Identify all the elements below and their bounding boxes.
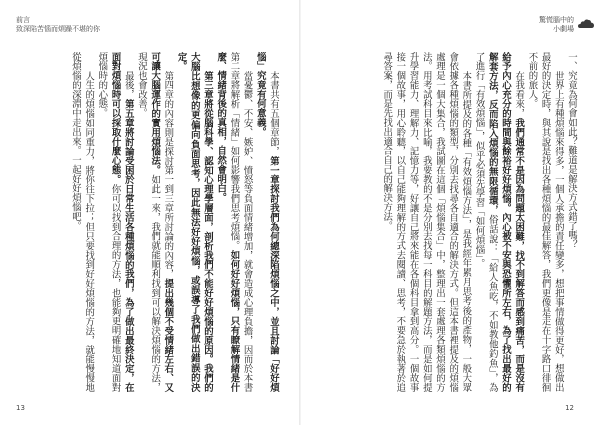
body-paragraph (525, 52, 565, 392)
running-head-book-title-line2: 小劇場 (553, 25, 574, 33)
paragraph-text: 本書所提及的各種「有效煩惱方法」，是我經年累月思考後的產物，一般大眾會依據各種煩惱的類型，分別去找尋各自適合的解決方式。但這本書裡提及的煩惱處理是一個大集合，我試圖在這個「煩惱集合」中，整理出一套處理各類煩惱的方法。用考試科目來比喻，我要教的不是分別去找每一科目的解題方法，而是如何提升學習能力、理解力、記憶力等，好讓自己將來能在各個科目拿到高分。一個故事接一個故事，用心聆聽，以自己能夠理解的方式去閱讀、思考，不要急於執著於追尋答案，而是先找出適合自己的解決方法。 (381, 52, 472, 392)
running-head-book-title-line1: 驚慌腦中的 (539, 16, 574, 24)
paragraph-text: 人生的煩惱如同重力，將你往下拉；但只要找到好好煩惱的方法，就能慢慢地從煩惱的深淵中走出來。一起好好煩惱吧。 (69, 52, 95, 392)
body-paragraph (472, 52, 525, 392)
paragraph-text: 一、究竟為何會如此？難道是解決方式錯了嗎？ (566, 52, 577, 250)
emphasized-text: 第五章將討論受困於日常生活各種煩惱的我們，為了做出最終決定，在面對煩惱時可以採取什麼心態。 (109, 52, 134, 393)
paragraph-text: 第四章的內容則是探討第一到三章所討論的內容， (162, 70, 174, 279)
emphasized-text: 如何好好煩惱，只有瞭解情緒是什麼、情緒背後的真相，自然會明白。 (215, 52, 240, 392)
paragraph-text: 當憂鬱、不安、嫉妒、憤怒等負面情緒增加，就會造成心理負擔，因而於本書第二章將解析「情緒」如何影響我們思考煩惱。 (228, 52, 253, 392)
running-head-right (539, 16, 574, 34)
page-number-left: 13 (16, 404, 25, 412)
body-paragraph (214, 52, 254, 392)
running-head-left (16, 16, 100, 34)
running-head-section: 前言 (16, 16, 30, 24)
cloud-icon (578, 18, 594, 29)
paragraph-text: 如此一來，我們就能順利找到可以解決煩惱的方法，現況也會改善。 (135, 52, 161, 392)
paragraph-text: 在我看來， (513, 70, 525, 119)
right-page (300, 0, 600, 425)
emphasized-text: 我們通常不是因為問題太困難，找不到解答而感到痛苦，而是沒有給予內心充分的時間與餘裕好好煩惱。內心被不安與恐懼所左右，為了找出最好的解套方法，反而陷入煩惱的無限循環， (486, 52, 525, 393)
body-paragraph (565, 52, 578, 392)
body-paragraph (95, 52, 135, 392)
emphasized-text: 提出幾個不受情緒左右、又可讓大腦運作的實用煩惱法。 (149, 52, 174, 392)
paragraph-text: 你可以找到合理的方法，也能夠更明確地知道面對煩惱時的心態。 (96, 52, 121, 392)
body-paragraph (174, 52, 214, 392)
paragraph-text: 世界上有種煩惱來得多，一個人承擔的責任變多，想把事情做得更好，想做出最好的決定時，與其說是找出各種煩惱的最佳解答，我們更像是走在十字路口徘徊不前的旅人。 (526, 52, 564, 392)
right-page-body-text (316, 52, 578, 392)
body-paragraph (69, 52, 95, 392)
page-number-right: 12 (565, 404, 574, 412)
body-paragraph (380, 52, 472, 392)
left-page-body-text (24, 52, 280, 392)
paragraph-text: 最後， (122, 70, 134, 100)
emphasized-text: 第一章探討我們為何總深陷煩惱之中，並且討論「好好煩惱」究竟有何意義。 (254, 52, 279, 393)
body-paragraph (254, 52, 280, 392)
emphasized-text: 第三章將從腦科學、認知心理學層面，剖析我們不能好好煩惱的原因。我們的大腦比想像的更偏向負面思考，因此無法好好煩惱，或誤導了我們做出錯誤的決定。 (175, 52, 213, 392)
paragraph-text: 本書共有五個章節， (268, 70, 279, 156)
running-head-chapter-title: 致深陷苦惱而煩躁不堪的你 (16, 25, 100, 33)
body-paragraph (135, 52, 175, 392)
paragraph-text: 俗話說：「給人魚吃，不如教他釣魚」，為了進行「有效煩惱」，似乎必須先學習「如何煩惱」。 (473, 52, 498, 392)
